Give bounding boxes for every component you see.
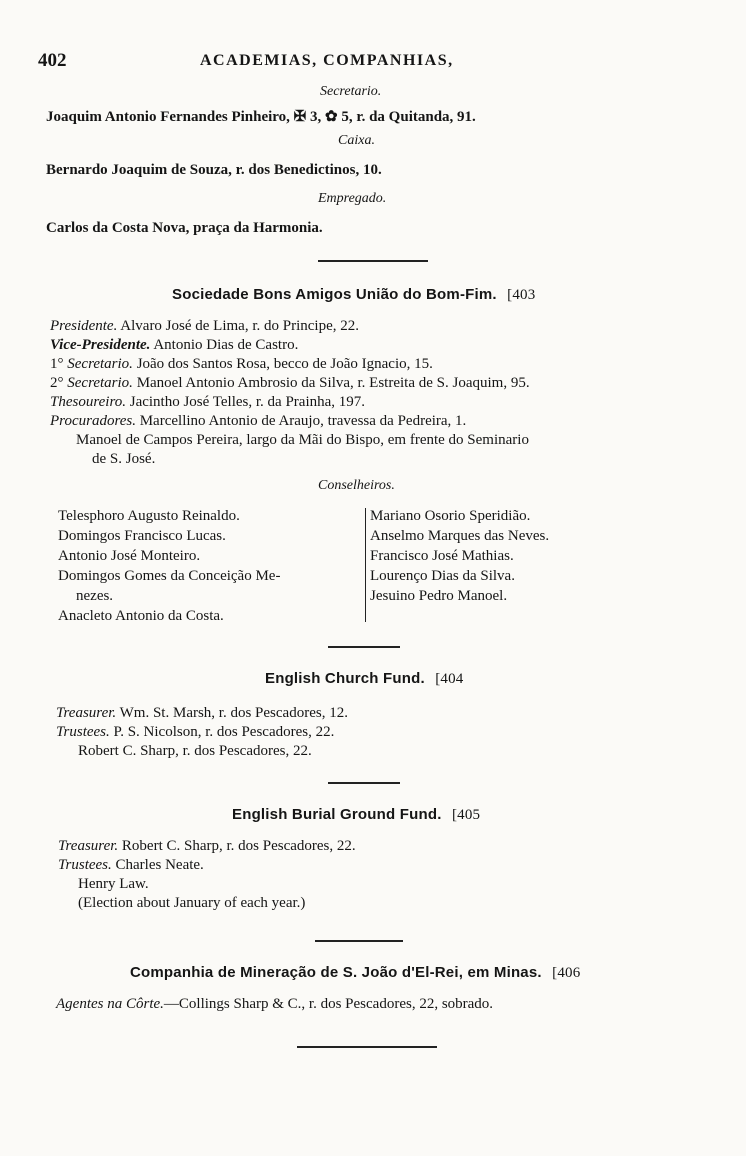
officer-role: Presidente. [50,318,118,334]
officer-line [50,394,365,411]
secretario-title: Secretario. [320,84,382,99]
officer-prefix: 2° [50,375,64,391]
section-405-title: English Burial Ground Fund. [232,806,442,823]
officer-text: Jacintho José Telles, r. da Prainha, 197. [129,394,366,410]
column-divider [365,508,366,622]
officer-line [50,337,298,354]
divider [328,782,400,784]
trustees-role: Trustees. [58,857,112,873]
agents-line [56,996,493,1013]
officer-role: Thesoureiro. [50,394,126,410]
officer-text: João dos Santos Rosa, becco de João Ignacio, 15. [136,356,433,372]
officer-text: Antonio Dias de Castro. [153,337,299,353]
officer-prefix: 1° [50,356,64,372]
list-item: Domingos Gomes da Conceição Me- [58,568,281,584]
trustees-line [56,724,334,741]
officer-text: Marcellino Antonio de Araujo, travessa da Pedreira, 1. [139,413,467,429]
page-number: 402 [38,50,67,71]
divider [318,260,428,262]
caixa-entry: Bernardo Joaquim de Souza, r. dos Benedictinos, 10. [46,162,382,178]
running-title: ACADEMIAS, COMPANHIAS, [200,52,454,69]
section-406-title: Companhia de Mineração de S. João d'El-Rei, em Minas. [130,964,542,981]
list-item: Jesuino Pedro Manoel. [370,588,508,604]
list-item: Lourenço Dias da Silva. [370,568,515,584]
conselheiros-right-column [370,506,549,606]
trustees-text: Charles Neate. [115,857,204,873]
secretario-entry: Joaquim Antonio Fernandes Pinheiro, ✠ 3, ✿ 5, r. da Quitanda, 91. [46,109,476,125]
officer-line [50,356,433,373]
section-403-number: [403 [507,287,536,303]
agents-role: Agentes na Côrte. [56,996,164,1012]
procurador-line: Manoel de Campos Pereira, largo da Mãi do Bispo, em frente do Seminario [76,432,529,448]
section-405-number: [405 [451,807,481,823]
empregado-entry: Carlos da Costa Nova, praça da Harmonia. [46,220,323,236]
treasurer-role: Treasurer. [58,838,119,854]
list-item: nezes. [76,588,114,604]
treasurer-role: Treasurer. [56,705,117,721]
trustees-line [58,857,204,874]
list-item: Antonio José Monteiro. [58,548,201,564]
empregado-title: Empregado. [318,191,387,206]
list-item: Domingos Francisco Lucas. [58,528,226,544]
officer-role: Secretario. [67,375,133,391]
officer-line [50,318,359,335]
treasurer-line [56,705,348,722]
officer-role: Secretario. [67,356,133,372]
treasurer-text: Wm. St. Marsh, r. dos Pescadores, 12. [119,705,348,721]
trustees-text: P. S. Nicolson, r. dos Pescadores, 22. [113,724,335,740]
treasurer-line [58,838,356,855]
agents-text: —Collings Sharp & C., r. dos Pescadores, 22, sobrado. [163,996,494,1012]
section-404-number: [404 [435,671,464,687]
officer-text: Alvaro José de Lima, r. do Principe, 22. [120,318,359,334]
list-item: Telesphoro Augusto Reinaldo. [58,508,240,524]
officer-role: Vice-Presidente. [50,337,151,353]
section-404-heading [265,670,464,688]
list-item: Mariano Osorio Speridião. [370,508,531,524]
procurador-line: de S. José. [92,451,156,467]
officer-line [50,413,466,430]
divider [328,646,400,648]
conselheiros-left-column [58,506,280,626]
trustees-line: Henry Law. [78,876,149,892]
section-403-title: Sociedade Bons Amigos União do Bom-Fim. [172,286,497,303]
section-405-heading [232,806,480,824]
divider [297,1046,437,1048]
divider [315,940,403,942]
officer-text: Manoel Antonio Ambrosio da Silva, r. Estreita de S. Joaquim, 95. [136,375,530,391]
section-404-title: English Church Fund. [265,670,425,687]
election-note: (Election about January of each year.) [78,895,306,911]
treasurer-text: Robert C. Sharp, r. dos Pescadores, 22. [121,838,356,854]
trustees-role: Trustees. [56,724,110,740]
section-406-number: [406 [552,965,581,981]
section-403-heading [172,286,535,304]
list-item: Anacleto Antonio da Costa. [58,608,224,624]
officer-role: Procuradores. [50,413,136,429]
list-item: Anselmo Marques das Neves. [370,528,550,544]
caixa-title: Caixa. [338,133,375,148]
section-406-heading [130,964,580,982]
trustees-line: Robert C. Sharp, r. dos Pescadores, 22. [78,743,312,759]
officer-line [50,375,530,392]
conselheiros-title: Conselheiros. [318,478,395,493]
list-item: Francisco José Mathias. [370,548,514,564]
